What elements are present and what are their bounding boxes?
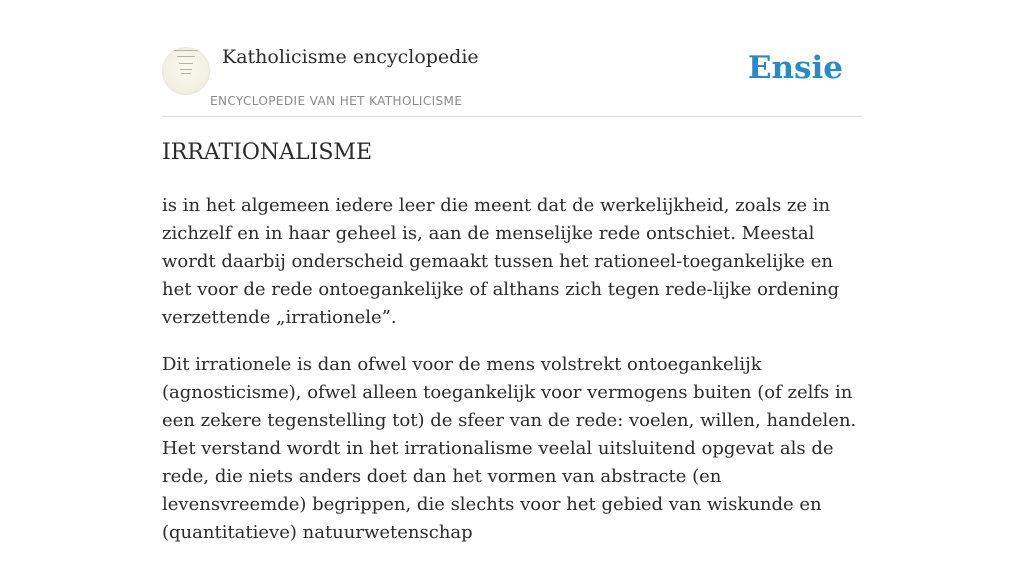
book-title[interactable]: Katholicisme encyclopedie	[222, 46, 479, 68]
ensie-logo-link[interactable]: Ensie	[747, 50, 843, 86]
entry-body	[162, 192, 862, 566]
entry-title: IRRATIONALISME	[162, 140, 372, 165]
entry-paragraph: is in het algemeen iedere leer die meent dat de werkelijkheid, zoals ze in zichzelf en in haar geheel is, aan de menselijke rede ontschiet. Meestal wordt daarbij onderscheid gemaakt tussen het rationeel-toegankelijke en het voor de rede ontoegankelijke of althans zich tegen rede-lijke ordening verzettende „irrationele”.	[162, 195, 840, 328]
entry-paragraph: Dit irrationele is dan ofwel voor de mens volstrekt ontoegankelijk (agnosticisme), ofwel alleen toegankelijk voor vermogens buiten (of zelfs in een zekere tegenstelling tot) de sfeer van de rede: voelen, willen, handelen. Het verstand wordt in het irrationalisme veelal uitsluitend opgevat als de rede, die niets anders doet dan het vormen van abstracte (en levensvreemde) begrippen, die slechts voor het gebied van wiskunde en (quantitatieve) natuurwetenschap	[162, 354, 857, 543]
book-cover-thumbnail[interactable]	[162, 47, 210, 95]
site-header	[162, 40, 862, 117]
book-subtitle[interactable]: ENCYCLOPEDIE VAN HET KATHOLICISME	[210, 94, 463, 108]
